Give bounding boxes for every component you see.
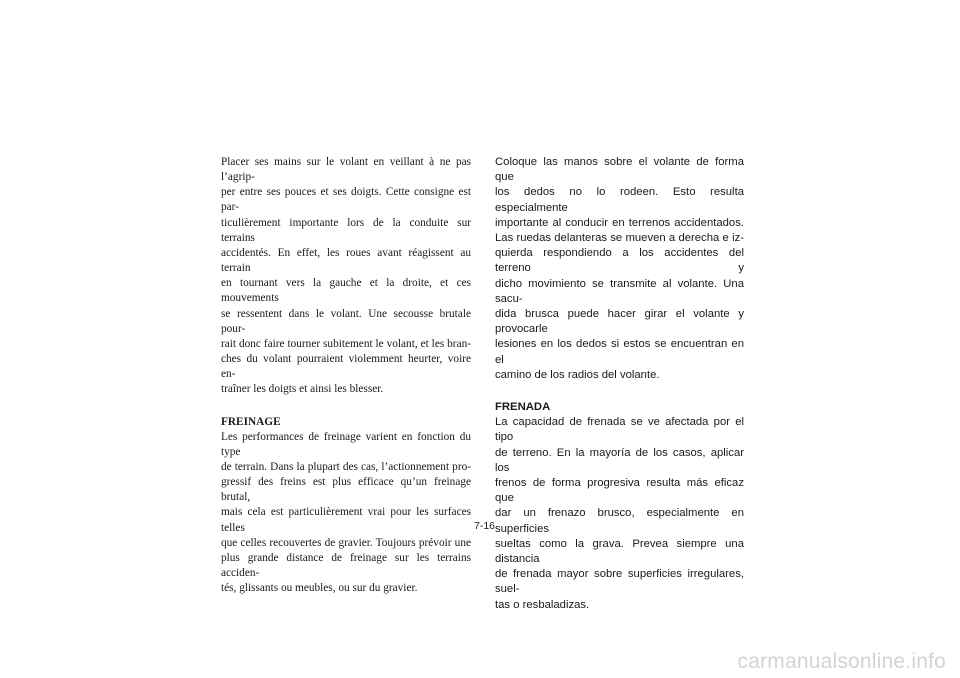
text-line: quierda respondiendo a los accidentes del terreno y [495,247,744,275]
text-line: de frenada mayor sobre superficies irregulares, suel- [495,568,744,596]
spanish-paragraph-1 [495,155,744,383]
text-line: importante al conducir en terrenos accidentados. [495,216,744,229]
text-line: frenos de forma progresiva resulta más eficaz que [495,477,744,505]
text-line: Las ruedas delanteras se mueven a derecha e iz- [495,232,744,245]
french-paragraph-2 [221,430,471,597]
french-section-heading: FREINAGE [221,415,281,428]
french-column [221,155,471,596]
text-line: per entre ses pouces et ses doigts. Cette consigne est par- [221,186,471,214]
text-line: de terreno. En la mayoría de los casos, aplicar los [495,446,744,474]
text-line: dar un frenazo brusco, especialmente en superficies [495,507,744,535]
text-line: ticulièrement importante lors de la conduite sur terrains [221,216,471,244]
watermark: carmanualsonline.info [737,650,946,673]
text-line: en tournant vers la gauche et la droite, et ces mouvements [221,277,471,305]
text-line: de terrain. Dans la plupart des cas, l’actionnement pro- [221,460,471,473]
page-number: 7-16 [474,520,496,532]
text-line: plus grande distance de freinage sur les terrains acciden- [221,551,471,580]
spanish-section-heading: FRENADA [495,401,551,414]
text-line: mais cela est particulièrement vrai pour les surfaces telles [221,506,471,534]
text-line: lesiones en los dedos si estos se encuentran en el [495,338,744,366]
text-line: que celles recouvertes de gravier. Toujours prévoir une [221,536,471,549]
text-line: Les performances de freinage varient en fonction du type [221,430,471,458]
text-line: Coloque las manos sobre el volante de forma que [495,156,744,184]
text-line: ches du volant pourraient violemment heurter, voire en- [221,353,471,381]
spanish-column [495,155,744,613]
text-line: rait donc faire tourner subitement le volant, et les bran- [221,337,471,350]
text-line: se ressentent dans le volant. Une secousse brutale pour- [221,307,471,335]
text-line: tés, glissants ou meubles, ou sur du gravier. [221,582,418,595]
text-line: tas o resbaladizas. [495,598,590,611]
text-line: camino de los radios del volante. [495,368,660,381]
text-line: La capacidad de frenada se ve afectada por el tipo [495,416,744,444]
text-line: Placer ses mains sur le volant en veillant à ne pas l’agrip- [221,156,471,184]
french-paragraph-1 [221,155,471,398]
text-line: gressif des freins est plus efficace qu’un freinage brutal, [221,476,471,504]
text-line: sueltas como la grava. Prevea siempre una distancia [495,537,744,566]
text-line: dicho movimiento se transmite al volante. Una sacu- [495,277,744,305]
text-line: los dedos no lo rodeen. Esto resulta especialmente [495,186,744,214]
text-line: traîner les doigts et ainsi les blesser. [221,383,384,396]
spanish-paragraph-2 [495,415,744,613]
text-line: accidentés. En effet, les roues avant réagissent au terrain [221,246,471,275]
text-line: dida brusca puede hacer girar el volante y provocarle [495,308,744,336]
